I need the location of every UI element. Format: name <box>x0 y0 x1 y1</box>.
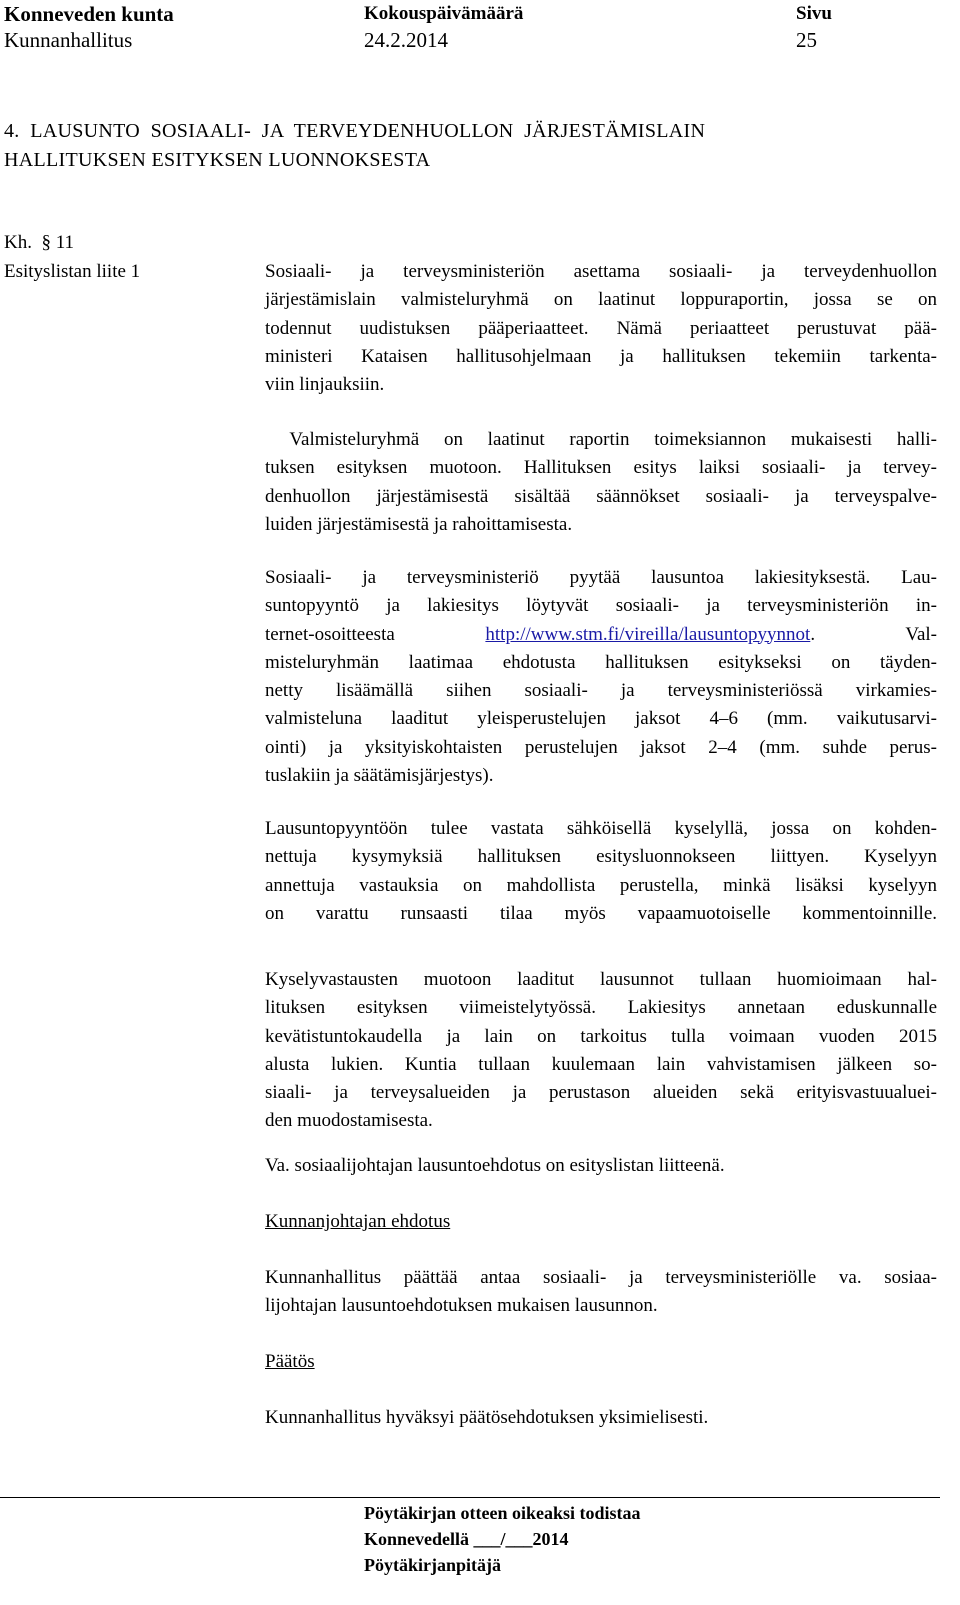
secretary-label: Pöytäkirjanpitäjä <box>364 1555 501 1575</box>
text-line: nettuja kysymyksiä hallituksen esitysluonnokseen liittyen. Kyselyyn <box>265 846 937 868</box>
paragraph-4 <box>265 815 937 928</box>
meeting-date: 24.2.2014 <box>364 28 448 52</box>
text-line: denhuollon järjestämisestä sisältää säännökset sosiaali- ja terveyspalve- <box>265 485 937 507</box>
paragraph-3 <box>265 564 937 790</box>
footer-divider <box>0 1497 940 1498</box>
consultation-link[interactable]: http://www.stm.fi/vireilla/lausuntopyynnot <box>485 623 811 645</box>
text-line: suntopyyntö ja lakiesitys löytyvät sosiaali- ja terveysministeriön in- <box>265 595 937 617</box>
section-number: Kh. § 11 <box>4 232 75 253</box>
attachment-label: Esityslistan liite 1 <box>4 261 141 282</box>
decision-heading-text: Päätös <box>265 1351 315 1372</box>
text-line: Lausuntopyyntöön tulee vastata sähköisellä kyselyllä, jossa on kohden- <box>265 818 937 839</box>
text-line: misteluryhmän laatimaa ehdotusta hallituksen esitykseksi on täyden- <box>265 651 937 673</box>
text-line: siaali- ja terveysalueiden ja perustason alueiden sekä erityisvastuualuei- <box>265 1082 937 1104</box>
text-line: valmisteluna laaditut yleisperustelujen jaksot 4–6 (mm. vaikutusarvi- <box>265 708 937 730</box>
text-line: Va. sosiaalijohtajan lausuntoehdotus on esityslistan liitteenä. <box>265 1155 725 1176</box>
text-line: viin linjauksiin. <box>265 374 385 396</box>
text-line: Kunnanhallitus hyväksyi päätösehdotuksen yksimielisesti. <box>265 1407 709 1428</box>
text-line: luiden järjestämisestä ja rahoittamisesta. <box>265 513 573 535</box>
paragraph-1 <box>265 258 937 399</box>
text-line: Sosiaali- ja terveysministeriö pyytää lausuntoa lakiesityksestä. Lau- <box>265 567 937 588</box>
text-line: järjestämislain valmisteluryhmä on laatinut loppuraportin, jossa se on <box>265 289 937 311</box>
text-line: den muodostamisesta. <box>265 1110 433 1132</box>
text-line: Sosiaali- ja terveysministeriön asettama sosiaali- ja terveydenhuollon <box>265 261 937 282</box>
text-line: netty lisäämällä siihen sosiaali- ja terveysministeriössä virkamies- <box>265 680 937 702</box>
paragraph-2 <box>265 426 937 539</box>
text-line: Valmisteluryhmä on laatinut raportin toimeksiannon mukaisesti halli- <box>265 429 937 450</box>
date-label: Kokouspäivämäärä <box>364 3 524 24</box>
text-line: tuksen esityksen muotoon. Hallituksen esitys laiksi sosiaali- ja tervey- <box>265 457 937 479</box>
paragraph-8 <box>265 1404 937 1432</box>
certification-line: Pöytäkirjan otteen oikeaksi todistaa <box>364 1503 641 1523</box>
text-line: todennut uudistuksen pääperiaatteet. Nämä periaatteet perustuvat pää- <box>265 317 937 339</box>
paragraph-6 <box>265 1152 937 1180</box>
text-line: Kunnanhallitus päättää antaa sosiaali- ja terveysministeriölle va. sosiaa- <box>265 1267 937 1288</box>
text-line: annettuja vastauksia on mahdollista perustella, minkä lisäksi kyselyyn <box>265 874 937 896</box>
text-line: Kyselyvastausten muotoon laaditut lausunnot tullaan huomioimaan hal- <box>265 969 937 990</box>
body-name: Kunnanhallitus <box>4 28 133 52</box>
text-line: ministeri Kataisen hallitusohjelmaan ja hallituksen tekemiin tarkenta- <box>265 345 937 367</box>
decision-heading <box>265 1348 937 1376</box>
text-line: kevätistuntokaudella ja lain on tarkoitus tulla voimaan vuoden 2015 <box>265 1025 937 1047</box>
place-date-line: Konnevedellä ___/___2014 <box>364 1529 569 1549</box>
text-line: lituksen esityksen viimeistelytyössä. Lakiesitys annetaan eduskunnalle <box>265 997 937 1019</box>
paragraph-7 <box>265 1264 937 1321</box>
text-line <box>265 621 937 649</box>
text-line: on varattu runsaasti tilaa myös vapaamuotoiselle kommentoinnille. <box>265 902 937 924</box>
text-fragment: ternet-osoitteesta <box>265 623 486 645</box>
document-title-line-2: HALLITUKSEN ESITYKSEN LUONNOKSESTA <box>4 149 431 171</box>
text-line: ointi) ja yksityiskohtaisten perustelujen jaksot 2–4 (mm. suhde perus- <box>265 736 937 758</box>
proposal-heading <box>265 1208 937 1236</box>
organization-name: Konneveden kunta <box>4 2 174 26</box>
text-line: lijohtajan lausuntoehdotuksen mukaisen lausunnon. <box>265 1295 658 1317</box>
proposal-heading-text: Kunnanjohtajan ehdotus <box>265 1211 451 1232</box>
text-fragment: . Val- <box>810 623 938 645</box>
text-line: alusta lukien. Kuntia tullaan kuulemaan lain vahvistamisen jälkeen so- <box>265 1053 937 1075</box>
page-number: 25 <box>796 28 817 52</box>
paragraph-5 <box>265 966 937 1136</box>
document-title-line-1: 4. LAUSUNTO SOSIAALI- JA TERVEYDENHUOLLON JÄRJESTÄMISLAIN <box>4 120 706 142</box>
text-line: tuslakiin ja säätämisjärjestys). <box>265 765 494 787</box>
page-label: Sivu <box>796 3 832 24</box>
